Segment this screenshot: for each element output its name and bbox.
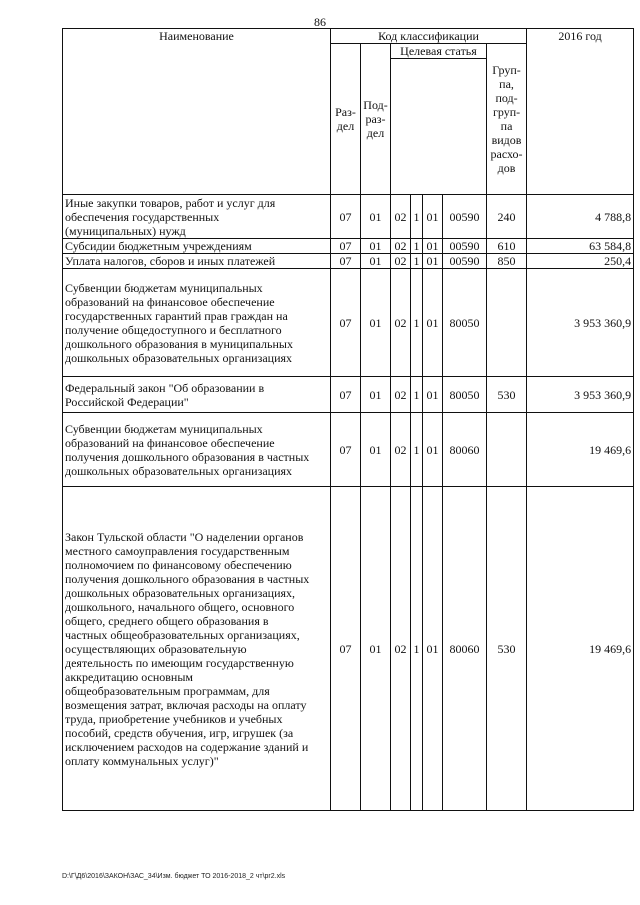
- row-amount: 3 953 360,9: [527, 269, 634, 377]
- footer-file-path: D:\Г\Д6\2016\ЗАКОН\ЗАС_34\Изм. бюджет ТО 2016-2018_2 чт\pr2.xls: [62, 873, 286, 880]
- row-subsection: 01: [361, 413, 391, 487]
- table-row: [63, 377, 634, 413]
- header-target-item-body: [391, 59, 487, 195]
- row-target-1: 02: [391, 239, 411, 254]
- row-subsection: 01: [361, 377, 391, 413]
- row-target-3: 01: [423, 269, 443, 377]
- row-amount: 4 788,8: [527, 195, 634, 239]
- table-row: [63, 269, 634, 377]
- row-target-4: 00590: [443, 239, 487, 254]
- row-group: [487, 413, 527, 487]
- row-name: Иные закупки товаров, работ и услуг для обеспечения государственных (муниципальных) нужд: [63, 195, 331, 239]
- row-target-2: 1: [411, 269, 423, 377]
- row-group: [487, 269, 527, 377]
- header-row-1: [63, 29, 634, 44]
- header-year: 2016 год: [527, 29, 634, 195]
- header-classification-code: Код классификации: [331, 29, 527, 44]
- header-name: Наименование: [63, 29, 331, 195]
- row-target-4: 00590: [443, 195, 487, 239]
- budget-table: [62, 28, 634, 811]
- row-target-1: 02: [391, 487, 411, 811]
- row-target-2: 1: [411, 254, 423, 269]
- row-section: 07: [331, 254, 361, 269]
- row-group: 530: [487, 377, 527, 413]
- row-target-4: 80060: [443, 413, 487, 487]
- row-name: Субсидии бюджетным учреждениям: [63, 239, 331, 254]
- row-target-3: 01: [423, 487, 443, 811]
- row-target-1: 02: [391, 195, 411, 239]
- row-target-4: 80050: [443, 269, 487, 377]
- row-amount: 63 584,8: [527, 239, 634, 254]
- row-target-3: 01: [423, 254, 443, 269]
- row-subsection: 01: [361, 239, 391, 254]
- header-section: Раз- дел: [331, 44, 361, 195]
- row-section: 07: [331, 413, 361, 487]
- row-section: 07: [331, 487, 361, 811]
- row-name: Федеральный закон "Об образовании в Российской Федерации": [63, 377, 331, 413]
- row-name: Субвенции бюджетам муниципальных образований на финансовое обеспечение получения дошкольного образования в частных дошкольных образовательных организациях: [63, 413, 331, 487]
- row-section: 07: [331, 377, 361, 413]
- header-target-item: Целевая статья: [391, 44, 487, 59]
- row-amount: 19 469,6: [527, 487, 634, 811]
- row-subsection: 01: [361, 254, 391, 269]
- row-subsection: 01: [361, 487, 391, 811]
- row-name: Субвенции бюджетам муниципальных образований на финансовое обеспечение государственных гарантий прав граждан на получение общедоступного и бесплатного дошкольного образования в муниципальных дошкольных образовательных организациях: [63, 269, 331, 377]
- row-group: 610: [487, 239, 527, 254]
- row-group: 530: [487, 487, 527, 811]
- row-amount: 19 469,6: [527, 413, 634, 487]
- row-group: 850: [487, 254, 527, 269]
- row-target-1: 02: [391, 269, 411, 377]
- row-target-2: 1: [411, 413, 423, 487]
- table-row: [63, 413, 634, 487]
- row-target-3: 01: [423, 413, 443, 487]
- row-section: 07: [331, 239, 361, 254]
- row-target-2: 1: [411, 239, 423, 254]
- header-expense-group: Груп- па, под- груп- па видов расхо- дов: [487, 44, 527, 195]
- row-amount: 250,4: [527, 254, 634, 269]
- row-amount: 3 953 360,9: [527, 377, 634, 413]
- page-number: 86: [314, 15, 326, 29]
- row-target-2: 1: [411, 195, 423, 239]
- table-row: [63, 487, 634, 811]
- row-section: 07: [331, 195, 361, 239]
- row-target-4: 80050: [443, 377, 487, 413]
- row-name: Закон Тульской области "О наделении органов местного самоуправления государственным полномочием по финансовому обеспечению получения дошкольного образования в частных дошкольных образовательных организациях, дошкольного, начального общего, основного общего, среднего общего образования в частных общеобразовательных организациях, осуществляющих образовательную деятельность по имеющим государственную аккредитацию основным общеобразовательным программам, для возмещения затрат, включая расходы на оплату труда, приобретение учебников и учебных пособий, средств обучения, игр, игрушек (за исключением расходов на содержание зданий и оплату коммунальных услуг)": [63, 487, 331, 811]
- row-target-4: 00590: [443, 254, 487, 269]
- row-target-2: 1: [411, 377, 423, 413]
- row-section: 07: [331, 269, 361, 377]
- header-subsection: Под- раз- дел: [361, 44, 391, 195]
- table-row: [63, 195, 634, 239]
- row-subsection: 01: [361, 269, 391, 377]
- row-group: 240: [487, 195, 527, 239]
- row-name: Уплата налогов, сборов и иных платежей: [63, 254, 331, 269]
- row-target-2: 1: [411, 487, 423, 811]
- table-row: [63, 239, 634, 254]
- table-row: [63, 254, 634, 269]
- row-target-1: 02: [391, 413, 411, 487]
- row-target-1: 02: [391, 377, 411, 413]
- row-subsection: 01: [361, 195, 391, 239]
- row-target-3: 01: [423, 377, 443, 413]
- row-target-1: 02: [391, 254, 411, 269]
- row-target-3: 01: [423, 239, 443, 254]
- row-target-4: 80060: [443, 487, 487, 811]
- row-target-3: 01: [423, 195, 443, 239]
